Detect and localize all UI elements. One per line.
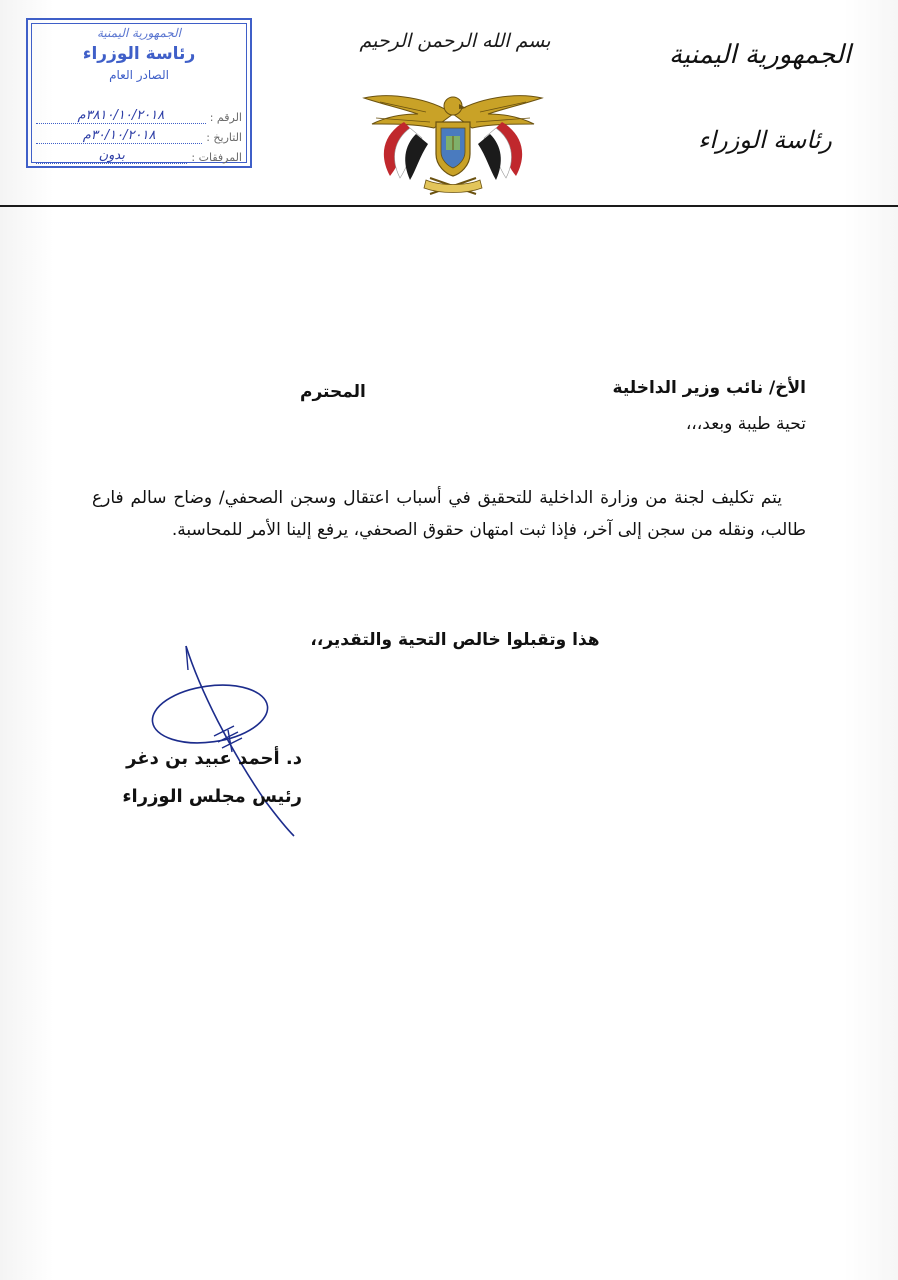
stamp-date-row — [36, 126, 242, 144]
signer-name: د. أحمد عبيد بن دغر — [126, 748, 302, 769]
greeting-line: تحية طيبة وبعد،،، — [685, 414, 806, 434]
outgoing-stamp — [26, 18, 252, 168]
republic-title: الجمهورية اليمنية — [668, 40, 852, 70]
basmala-heading: بسم الله الرحمن الرحيم — [359, 30, 551, 52]
presidency-title: رئاسة الوزراء — [698, 126, 832, 154]
stamp-number-label: الرقم : — [209, 111, 242, 124]
closing-line: هذا وتقبلوا خالص التحية والتقدير،، — [310, 630, 600, 650]
addressee-line: الأخ/ نائب وزير الداخلية — [612, 378, 806, 398]
stamp-date-value: ٣٠/١٠/٢٠١٨م — [36, 128, 202, 144]
signer-title: رئيس مجلس الوزراء — [122, 786, 302, 807]
stamp-attachments-row — [36, 146, 242, 164]
stamp-number-row — [36, 106, 242, 124]
stamp-number-value: ٣٨١٠/١٠/٢٠١٨م — [36, 108, 206, 124]
stamp-attachments-label: المرفقات : — [191, 151, 242, 164]
stamp-presidency: رئاسة الوزراء — [82, 44, 196, 64]
letter-paragraph: يتم تكليف لجنة من وزارة الداخلية للتحقيق في أسباب اعتقال وسجن الصحفي/ وضاح سالم فارع طالب، ونقله من سجن إلى آخر، فإذا ثبت امتهان حقوق الصحفي، يرفع إلينا الأمر للمحاسبة. — [92, 488, 806, 540]
respected-salutation: المحترم — [300, 382, 366, 402]
stamp-outgoing: الصادر العام — [109, 68, 169, 82]
stamp-attachments-value: بدون — [36, 148, 187, 164]
stamp-date-label: التاريخ : — [206, 131, 242, 144]
header-divider — [0, 205, 898, 207]
stamp-republic: الجمهورية اليمنية — [96, 26, 181, 40]
handwritten-signature — [140, 630, 320, 840]
yemen-eagle-emblem-icon — [360, 84, 546, 198]
